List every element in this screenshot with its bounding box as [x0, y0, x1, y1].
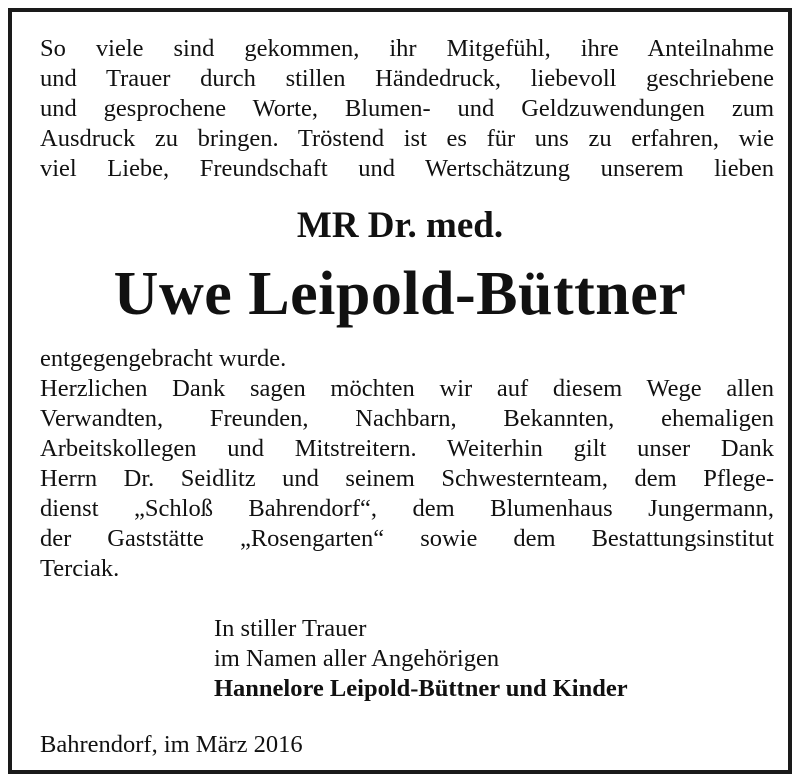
signature-block [214, 614, 628, 704]
body-line: der Gaststätte „Rosengarten“ sowie dem Bestattungsinstitut [40, 525, 774, 552]
thanks-paragraph [40, 344, 774, 584]
obituary-notice [8, 8, 792, 774]
body-line: dienst „Schloß Bahrendorf“, dem Blumenhaus Jungermann, [40, 495, 774, 522]
signature-line: im Namen aller Angehörigen [214, 645, 500, 672]
body-line: Terciak. [40, 555, 120, 582]
intro-line: Ausdruck zu bringen. Tröstend ist es für uns zu erfahren, wie [40, 125, 774, 152]
body-line: Arbeitskollegen und Mitstreitern. Weiterhin gilt unser Dank [40, 435, 774, 462]
body-line: Herrn Dr. Seidlitz und seinem Schwesternteam, dem Pflege- [40, 465, 774, 492]
body-line: Herzlichen Dank sagen möchten wir auf diesem Wege allen [40, 375, 774, 402]
place-date: Bahrendorf, im März 2016 [40, 731, 303, 758]
intro-line: und gesprochene Worte, Blumen- und Geldzuwendungen zum [40, 95, 774, 122]
intro-paragraph [40, 34, 774, 184]
deceased-title: MR Dr. med. [296, 205, 504, 246]
intro-line: So viele sind gekommen, ihr Mitgefühl, ihre Anteilnahme [40, 35, 774, 62]
signature-names: Hannelore Leipold-Büttner und Kinder [214, 675, 628, 702]
intro-line: und Trauer durch stillen Händedruck, liebevoll geschriebene [40, 65, 774, 92]
signature-line: In stiller Trauer [214, 615, 367, 642]
body-line: entgegengebracht wurde. [40, 345, 287, 372]
deceased-name: Uwe Leipold-Büttner [113, 260, 687, 328]
intro-line: viel Liebe, Freundschaft und Wertschätzung unserem lieben [40, 155, 774, 182]
body-line: Verwandten, Freunden, Nachbarn, Bekannten, ehemaligen [40, 405, 774, 432]
